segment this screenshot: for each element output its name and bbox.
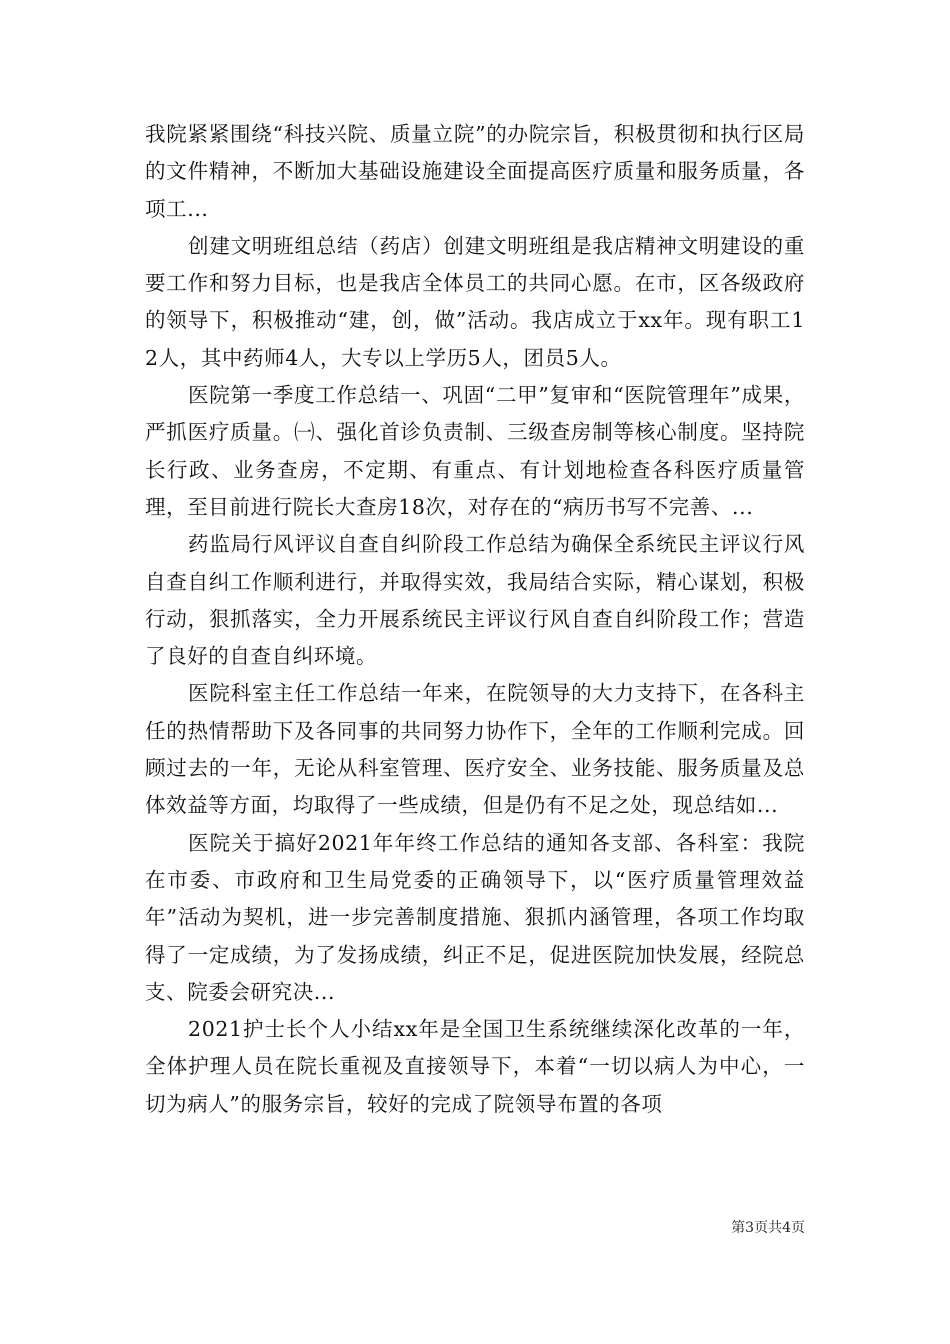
paragraph-4: 药监局行风评议自查自纠阶段工作总结为确保全系统民主评议行风自查自纠工作顺利进行，并取得实效，我局结合实际，精心谋划，积极行动，狠抓落实，全力开展系统民主评议行风自查自纠阶段工作；营造了良好的自查自纠环境。 [145,532,805,669]
paragraph-1: 我院紧紧围绕“科技兴院、质量立院”的办院宗旨，积极贯彻和执行区局的文件精神，不断加大基础设施建设全面提高医疗质量和服务质量，各项工... [145,122,805,221]
paragraph-2: 创建文明班组总结（药店）创建文明班组是我店精神文明建设的重要工作和努力目标，也是我店全体员工的共同心愿。在市，区各级政府的领导下，积极推动“建，创，做”活动。我店成立于xx年。现有职工12人，其中药师4人，大专以上学历5人，团员5人。 [145,233,805,370]
paragraph-6: 医院关于搞好2021年年终工作总结的通知各支部、各科室：我院在市委、市政府和卫生局党委的正确领导下，以“医疗质量管理效益年”活动为契机，进一步完善制度措施、狠抓内涵管理，各项工作均取得了一定成绩，为了发扬成绩，纠正不足，促进医院加快发展，经院总支、院委会研究决... [145,830,805,1004]
page-number-footer: 第3页共4页 [731,1220,805,1236]
document-body [145,116,805,1123]
paragraph-7: 2021护士长个人小结xx年是全国卫生系统继续深化改革的一年，全体护理人员在院长重视及直接领导下，本着“一切以病人为中心，一切为病人”的服务宗旨，较好的完成了院领导布置的各项 [145,1017,805,1116]
paragraph-5: 医院科室主任工作总结一年来，在院领导的大力支持下，在各科主任的热情帮助下及各同事的共同努力协作下，全年的工作顺利完成。回顾过去的一年，无论从科室管理、医疗安全、业务技能、服务质量及总体效益等方面，均取得了一些成绩，但是仍有不足之处，现总结如... [145,681,805,818]
paragraph-3: 医院第一季度工作总结一、巩固“二甲”复审和“医院管理年”成果，严抓医疗质量。㈠、强化首诊负责制、三级查房制等核心制度。坚持院长行政、业务查房，不定期、有重点、有计划地检查各科医疗质量管理，至目前进行院长大查房18次，对存在的“病历书写不完善、... [145,383,805,519]
